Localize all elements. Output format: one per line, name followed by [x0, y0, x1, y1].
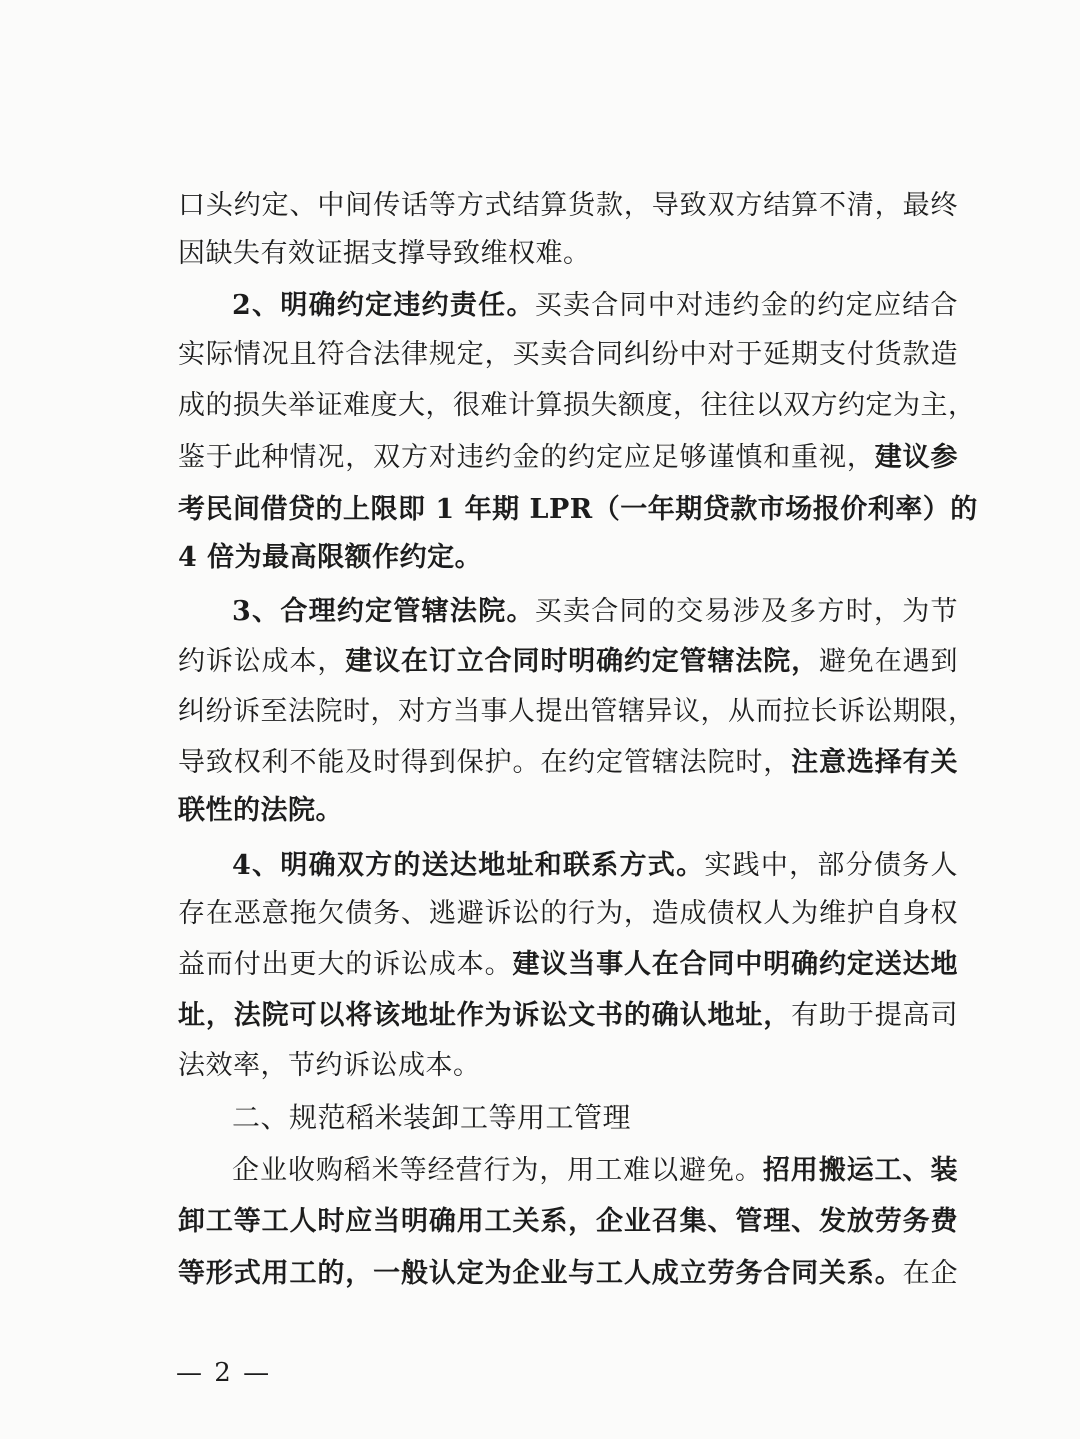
text-segment: 因缺失有效证据支撑导致维权难。: [178, 238, 591, 269]
text-line: [178, 1040, 958, 1092]
text-line: [178, 888, 958, 940]
bold-text-segment: 4、明确双方的送达地址和联系方式。: [232, 850, 705, 881]
section-heading: [232, 1092, 958, 1144]
text-line: [232, 1145, 958, 1197]
text-line: [178, 737, 958, 789]
bold-text-segment: 招用搬运工、装: [762, 1155, 958, 1186]
text-line: [178, 484, 978, 536]
bold-text-segment: 注意选择有关: [791, 747, 959, 778]
bold-text-segment: 址，法院可以将该地址作为诉讼文书的确认地址，: [178, 1000, 792, 1031]
text-line: [178, 990, 958, 1042]
text-line: [178, 532, 958, 584]
text-line: [232, 586, 958, 638]
text-segment: 有助于提高司: [791, 1000, 959, 1031]
text-segment: 法效率，节约诉讼成本。: [178, 1050, 481, 1081]
text-segment: 成的损失举证难度大，很难计算损失额度，往往以双方约定为主，: [178, 390, 976, 421]
text-line: [178, 686, 976, 738]
text-line: [178, 636, 958, 688]
text-segment: 益而付出更大的诉讼成本。: [178, 949, 513, 980]
bold-text-segment: 联性的法院。: [178, 795, 343, 826]
text-line: [232, 280, 958, 332]
bold-text-segment: 建议参: [874, 442, 959, 473]
text-segment: 导致权利不能及时得到保护。在约定管辖法院时，: [178, 747, 792, 778]
text-segment: 在企: [902, 1258, 959, 1289]
text-line: [178, 785, 958, 837]
bold-text-segment: 建议在订立合同时明确约定管辖法院，: [345, 646, 820, 677]
text-segment: 二、规范稻米装卸工等用工管理: [232, 1101, 632, 1134]
text-segment: 实际情况且符合法律规定，买卖合同纠纷中对于延期支付货款造: [178, 339, 958, 370]
text-segment: 鉴于此种情况，双方对违约金的约定应足够谨慎和重视，: [178, 442, 875, 473]
text-line: [178, 228, 958, 280]
bold-text-segment: 3、合理约定管辖法院。: [232, 596, 535, 627]
text-line: [178, 1196, 958, 1248]
text-segment: 买卖合同中对违约金的约定应结合: [534, 290, 959, 321]
bold-text-segment: 卸工等工人时应当明确用工关系，企业召集、管理、发放劳务费: [178, 1206, 958, 1237]
page-number: — 2 —: [176, 1358, 272, 1388]
text-line: [178, 1248, 958, 1300]
text-line: [178, 939, 958, 991]
bold-text-segment: 考民间借贷的上限即 1 年期 LPR（一年期贷款市场报价利率）的: [178, 494, 978, 525]
bold-text-segment: 等形式用工的，一般认定为企业与工人成立劳务合同关系。: [178, 1258, 903, 1289]
text-segment: 避免在遇到: [819, 646, 959, 677]
bold-text-segment: 4 倍为最高限额作约定。: [178, 542, 483, 573]
text-segment: 存在恶意拖欠债务、逃避诉讼的行为，造成债权人为维护自身权: [178, 898, 958, 929]
text-line: [178, 432, 958, 484]
text-line: [178, 380, 976, 432]
text-segment: 实践中，部分债务人: [704, 850, 959, 881]
text-segment: 约诉讼成本，: [178, 646, 346, 677]
bold-text-segment: 建议当事人在合同中明确约定送达地: [512, 949, 959, 980]
text-segment: 买卖合同的交易涉及多方时，为节: [534, 596, 959, 627]
text-line: [232, 840, 958, 892]
text-line: [178, 329, 958, 381]
text-segment: 纠纷诉至法院时，对方当事人提出管辖异议，从而拉长诉讼期限，: [178, 696, 976, 727]
text-segment: 口头约定、中间传话等方式结算货款，导致双方结算不清，最终: [178, 190, 958, 221]
text-segment: 企业收购稻米等经营行为，用工难以避免。: [232, 1155, 763, 1186]
text-line: [178, 180, 958, 232]
bold-text-segment: 2、明确约定违约责任。: [232, 290, 535, 321]
